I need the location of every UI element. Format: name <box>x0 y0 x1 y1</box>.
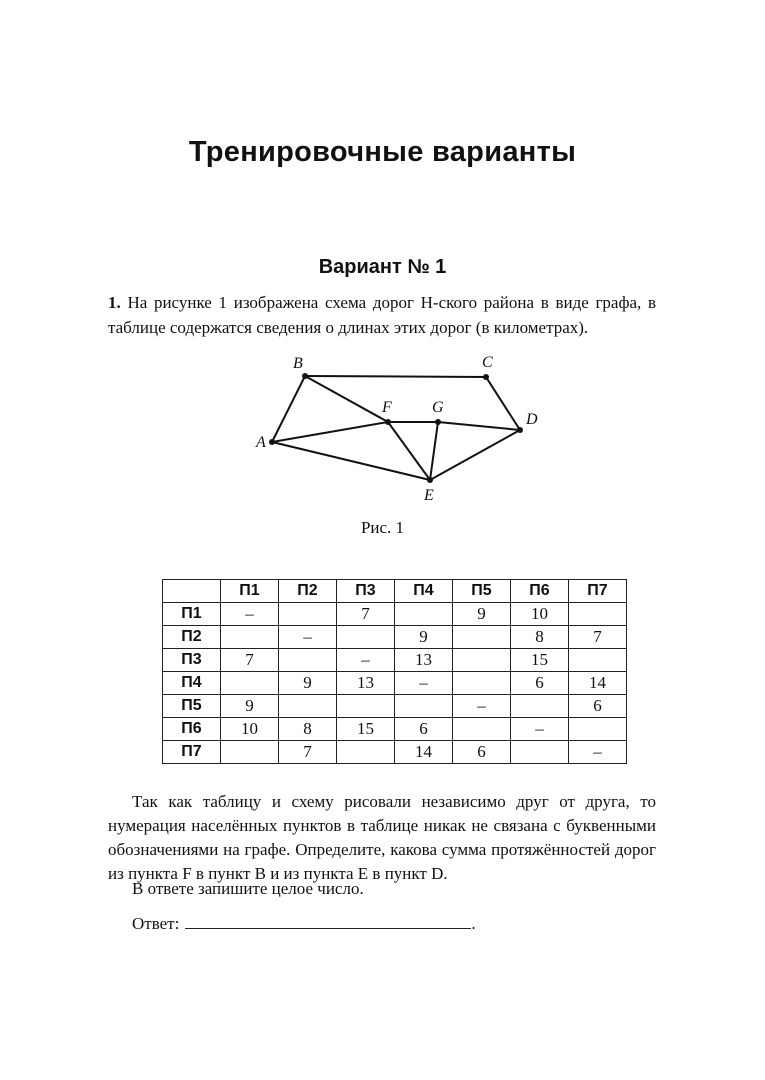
graph-label-C: C <box>482 354 493 371</box>
table-cell: 6 <box>511 672 569 695</box>
table-cell: – <box>569 741 627 764</box>
table-header-cell: П1 <box>221 580 279 603</box>
answer-row <box>132 914 476 934</box>
table-cell <box>453 718 511 741</box>
table-cell: – <box>453 695 511 718</box>
table-cell <box>453 626 511 649</box>
table-cell: – <box>279 626 337 649</box>
graph-node-E <box>427 477 433 483</box>
table-row-label: П7 <box>163 741 221 764</box>
table-row-label: П5 <box>163 695 221 718</box>
graph-node-B <box>302 373 308 379</box>
table-cell: 7 <box>337 603 395 626</box>
table-row-label: П4 <box>163 672 221 695</box>
table-row <box>163 695 627 718</box>
answer-blank[interactable] <box>185 914 471 929</box>
distance-table <box>162 579 627 764</box>
table-cell <box>395 695 453 718</box>
table-cell <box>279 695 337 718</box>
graph-label-F: F <box>382 399 392 416</box>
table-row <box>163 603 627 626</box>
table-header-cell: П5 <box>453 580 511 603</box>
table-cell: 9 <box>221 695 279 718</box>
graph-node-G <box>435 419 441 425</box>
table-row <box>163 672 627 695</box>
table-header-cell: П6 <box>511 580 569 603</box>
table-header-cell: П7 <box>569 580 627 603</box>
graph-nodes <box>269 373 523 483</box>
page-title: Тренировочные варианты <box>188 136 577 168</box>
table-cell <box>279 649 337 672</box>
table-row-label: П2 <box>163 626 221 649</box>
table-cell: 13 <box>395 649 453 672</box>
table-cell <box>337 741 395 764</box>
table-cell: 10 <box>511 603 569 626</box>
table-cell: 6 <box>453 741 511 764</box>
answer-label: Ответ: <box>132 914 180 933</box>
graph-label-E: E <box>424 487 434 504</box>
table-cell: 7 <box>279 741 337 764</box>
table-cell <box>279 603 337 626</box>
graph-edge-CD <box>486 377 520 430</box>
table-cell: – <box>337 649 395 672</box>
table-cell: 9 <box>395 626 453 649</box>
task-number: 1. <box>108 293 121 312</box>
table-cell: 10 <box>221 718 279 741</box>
table-cell <box>221 741 279 764</box>
table-cell <box>337 695 395 718</box>
table-cell <box>453 649 511 672</box>
task-intro-text: На рисунке 1 изображена схема дорог Н-ского района в виде графа, в таблице содержатся сведения о длинах этих дорог (в километрах). <box>108 293 656 337</box>
table-header-cell: П4 <box>395 580 453 603</box>
graph-edge-BF <box>305 376 388 422</box>
table-cell: 14 <box>569 672 627 695</box>
table-row <box>163 741 627 764</box>
table-cell: 8 <box>279 718 337 741</box>
variant-title: Вариант № 1 <box>318 256 447 278</box>
table-cell: 7 <box>569 626 627 649</box>
table-cell <box>569 649 627 672</box>
graph-node-F <box>385 419 391 425</box>
table-cell: – <box>395 672 453 695</box>
task-intro <box>108 290 656 340</box>
graph-edge-GE <box>430 422 438 480</box>
table-cell <box>221 626 279 649</box>
table-row <box>163 649 627 672</box>
table-header-cell: П3 <box>337 580 395 603</box>
table-cell: 13 <box>337 672 395 695</box>
figure-caption: Рис. 1 <box>360 518 405 537</box>
graph-label-G: G <box>432 399 444 416</box>
table-header-cell: П2 <box>279 580 337 603</box>
table-cell: 6 <box>569 695 627 718</box>
table-row <box>163 626 627 649</box>
table-cell <box>395 603 453 626</box>
table-cell <box>337 626 395 649</box>
graph-label-A: A <box>256 434 266 451</box>
table-row-label: П6 <box>163 718 221 741</box>
graph-edge-AF <box>272 422 388 442</box>
table-cell: 9 <box>453 603 511 626</box>
table-cell <box>569 718 627 741</box>
answer-end: . <box>471 914 476 933</box>
table-row-label: П3 <box>163 649 221 672</box>
graph-edge-ED <box>430 430 520 480</box>
table-header-row <box>163 580 627 603</box>
task-paragraph: Так как таблицу и схему рисовали независимо друг от друга, то нумерация населённых пунктов в таблице никак не связана с буквенными обозначениями на графе. Определите, какова сумма протяжённостей дорог из пункта F в пункт B и из пункта E в пункт D. <box>108 792 656 883</box>
graph-label-B: B <box>293 355 303 372</box>
graph-node-D <box>517 427 523 433</box>
table-cell: 9 <box>279 672 337 695</box>
table-cell <box>511 741 569 764</box>
table-cell: – <box>511 718 569 741</box>
table-cell: 15 <box>337 718 395 741</box>
table-cell <box>221 672 279 695</box>
task-instruction: В ответе запишите целое число. <box>132 879 364 898</box>
table-corner-cell <box>163 580 221 603</box>
table-cell <box>453 672 511 695</box>
graph-edge-GD <box>438 422 520 430</box>
graph-edge-AB <box>272 376 305 442</box>
table-cell <box>511 695 569 718</box>
graph-node-C <box>483 374 489 380</box>
road-graph <box>250 350 550 510</box>
graph-edges <box>272 376 520 480</box>
table-cell: – <box>221 603 279 626</box>
table-cell: 7 <box>221 649 279 672</box>
graph-edge-BC <box>305 376 486 377</box>
table-row-label: П1 <box>163 603 221 626</box>
graph-node-A <box>269 439 275 445</box>
graph-label-D: D <box>526 411 538 428</box>
table-cell <box>569 603 627 626</box>
table-cell: 14 <box>395 741 453 764</box>
table-row <box>163 718 627 741</box>
table-cell: 15 <box>511 649 569 672</box>
table-cell: 6 <box>395 718 453 741</box>
table-cell: 8 <box>511 626 569 649</box>
